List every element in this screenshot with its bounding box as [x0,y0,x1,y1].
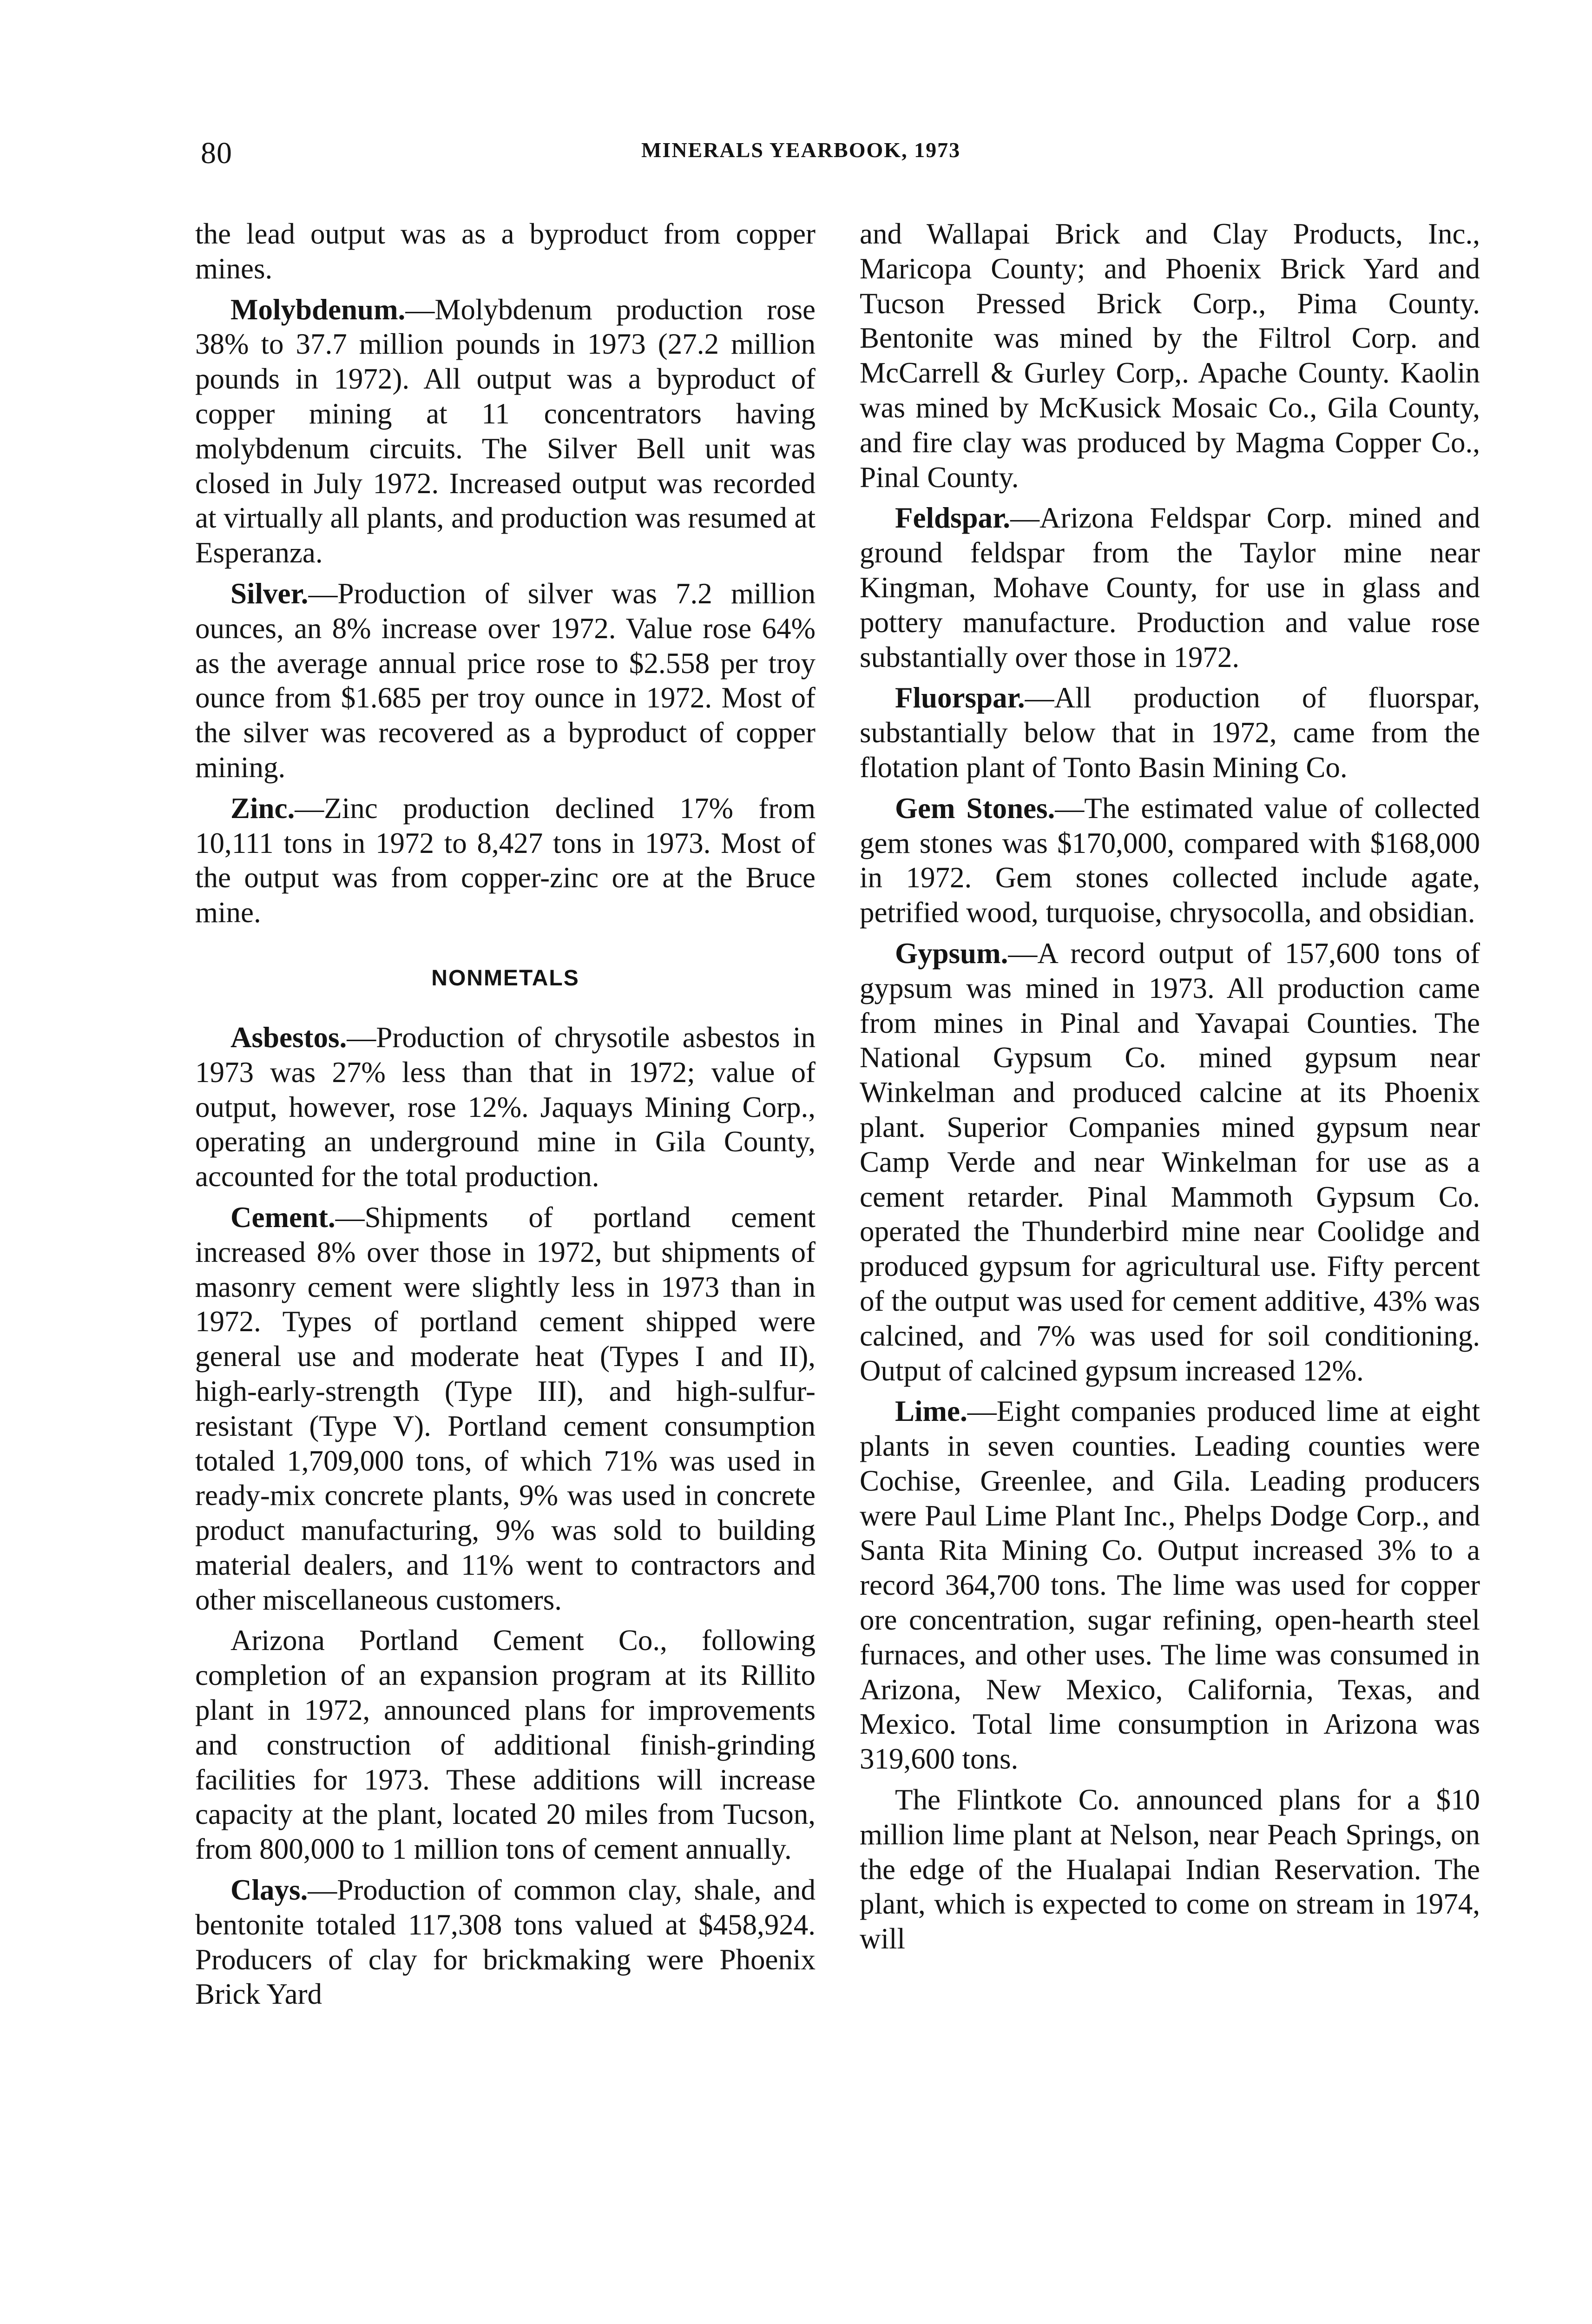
lime-heading: Lime. [895,1395,967,1428]
fluorspar-heading: Fluorspar. [895,681,1025,714]
clays-text: —Production of common clay, shale, and bentonite totaled 117,308 tons valued at $458,924. Producers of clay for brickmaking were Phoenix Brick Yard [195,1874,816,2011]
feldspar-text: —Arizona Feldspar Corp. mined and ground feldspar from the Taylor mine near Kingman, Mohave County, for use in glass and pottery manufacture. Production and value rose substantially over those in 1972. [860,502,1480,673]
asbestos-heading: Asbestos. [230,1021,347,1054]
fluorspar-text: —All production of fluorspar, substantially below that in 1972, came from the flotation plant of Tonto Basin Mining Co. [860,681,1480,784]
continuation-paragraph: the lead output was as a byproduct from copper mines. [195,218,816,285]
cement-paragraph-2: Arizona Portland Cement Co., following completion of an expansion program at its Rillito plant in 1972, announced plans for improvements and construction of additional finish-grinding facilities for 1973. These additions will increase capacity at the plant, located 20 miles from Tucson, from 800,000 to 1 million tons of cement annually. [195,1624,816,1866]
zinc-heading: Zinc. [230,792,295,825]
gem-stones-heading: Gem Stones. [895,792,1055,825]
gypsum-paragraph [860,936,1480,1388]
gypsum-heading: Gypsum. [895,937,1008,970]
right-column [860,217,1480,1962]
clays-continued-paragraph: and Wallapai Brick and Clay Products, Inc., Maricopa County; and Phoenix Brick Yard and Tucson Pressed Brick Corp., Pima County. Bentonite was mined by the Filtrol Corp. and McCarrell & Gurley Corp,. Apache County. Kaolin was mined by McKusick Mosaic Co., Gila County, and fire clay was produced by Magma Copper Co., Pinal County. [860,218,1480,494]
lime-text: —Eight companies produced lime at eight plants in seven counties. Leading counties were Cochise, Greenlee, and Gila. Leading producers were Paul Lime Plant Inc., Phelps Dodge Corp., and Santa Rita Mining Co. Output increased 3% to a record 364,700 tons. The lime was used for copper ore concentration, sugar refining, open-hearth steel furnaces, and other uses. The lime was consumed in Arizona, New Mexico, California, Texas, and Mexico. Total lime consumption in Arizona was 319,600 tons. [860,1395,1480,1776]
left-column [195,217,816,2018]
asbestos-paragraph [195,1020,816,1194]
lime-paragraph [860,1394,1480,1776]
gem-stones-paragraph [860,791,1480,930]
silver-heading: Silver. [230,577,309,610]
asbestos-text: —Production of chrysotile asbestos in 1973 was 27% less than that in 1972; value of output, however, rose 12%. Jaquays Mining Corp., operating an underground mine in Gila County, accounted for the total production. [195,1021,816,1193]
molybdenum-heading: Molybdenum. [230,293,406,326]
fluorspar-paragraph [860,680,1480,785]
clays-paragraph [195,1873,816,2012]
nonmetals-heading: NONMETALS [431,965,579,990]
molybdenum-text: —Molybdenum production rose 38% to 37.7 million pounds in 1973 (27.2 million pounds in 1972). All output was a byproduct of copper mining at 11 concentrators having molybdenum circuits. The Silver Bell unit was closed in July 1972. Increased output was recorded at virtually all plants, and production was resumed at Esperanza. [195,293,816,569]
zinc-paragraph [195,791,816,930]
feldspar-heading: Feldspar. [895,502,1010,535]
page-number: 80 [201,136,232,170]
cement-heading: Cement. [230,1201,336,1234]
cement-paragraph [195,1200,816,1618]
molybdenum-paragraph [195,292,816,570]
silver-text: —Production of silver was 7.2 million ounces, an 8% increase over 1972. Value rose 64% as the average annual price rose to $2.558 per troy ounce from $1.685 per troy ounce in 1972. Most of the silver was recovered as a byproduct of copper mining. [195,577,816,784]
clays-heading: Clays. [230,1874,308,1907]
gypsum-text: —A record output of 157,600 tons of gypsum was mined in 1973. All production came from mines in Pinal and Yavapai Counties. The National Gypsum Co. mined gypsum near Winkelman and produced calcine at its Phoenix plant. Superior Companies mined gypsum near Camp Verde and near Winkelman for use as a cement retarder. Pinal Mammoth Gypsum Co. operated the Thunderbird mine near Coolidge and produced gypsum for agricultural use. Fifty percent of the output was used for cement additive, 43% was calcined, and 7% was used for soil conditioning. Output of calcined gypsum increased 12%. [860,937,1480,1387]
running-head: MINERALS YEARBOOK, 1973 [641,138,961,162]
lime-paragraph-2: The Flintkote Co. announced plans for a $10 million lime plant at Nelson, near Peach Springs, on the edge of the Hualapai Indian Reservation. The plant, which is expected to come on stream in 1974, will [860,1783,1480,1955]
feldspar-paragraph [860,501,1480,674]
zinc-text: —Zinc production declined 17% from 10,111 tons in 1972 to 8,427 tons in 1973. Most of the output was from copper-zinc ore at the Bruce mine. [195,792,816,929]
cement-text: —Shipments of portland cement increased 8% over those in 1972, but shipments of masonry cement were slightly less in 1973 than in 1972. Types of portland cement shipped were general use and moderate heat (Types I and II), high-early-strength (Type III), and high-sulfur-resistant (Type V). Portland cement consumption totaled 1,709,000 tons, of which 71% was used in ready-mix concrete plants, 9% was used in concrete product manufacturing, 9% was sold to building material dealers, and 11% went to contractors and other miscellaneous customers. [195,1201,816,1616]
gem-stones-text: —The estimated value of collected gem stones was $170,000, compared with $168,000 in 1972. Gem stones collected include agate, petrified wood, turquoise, chrysocolla, and obsidian. [860,792,1480,929]
silver-paragraph [195,576,816,785]
